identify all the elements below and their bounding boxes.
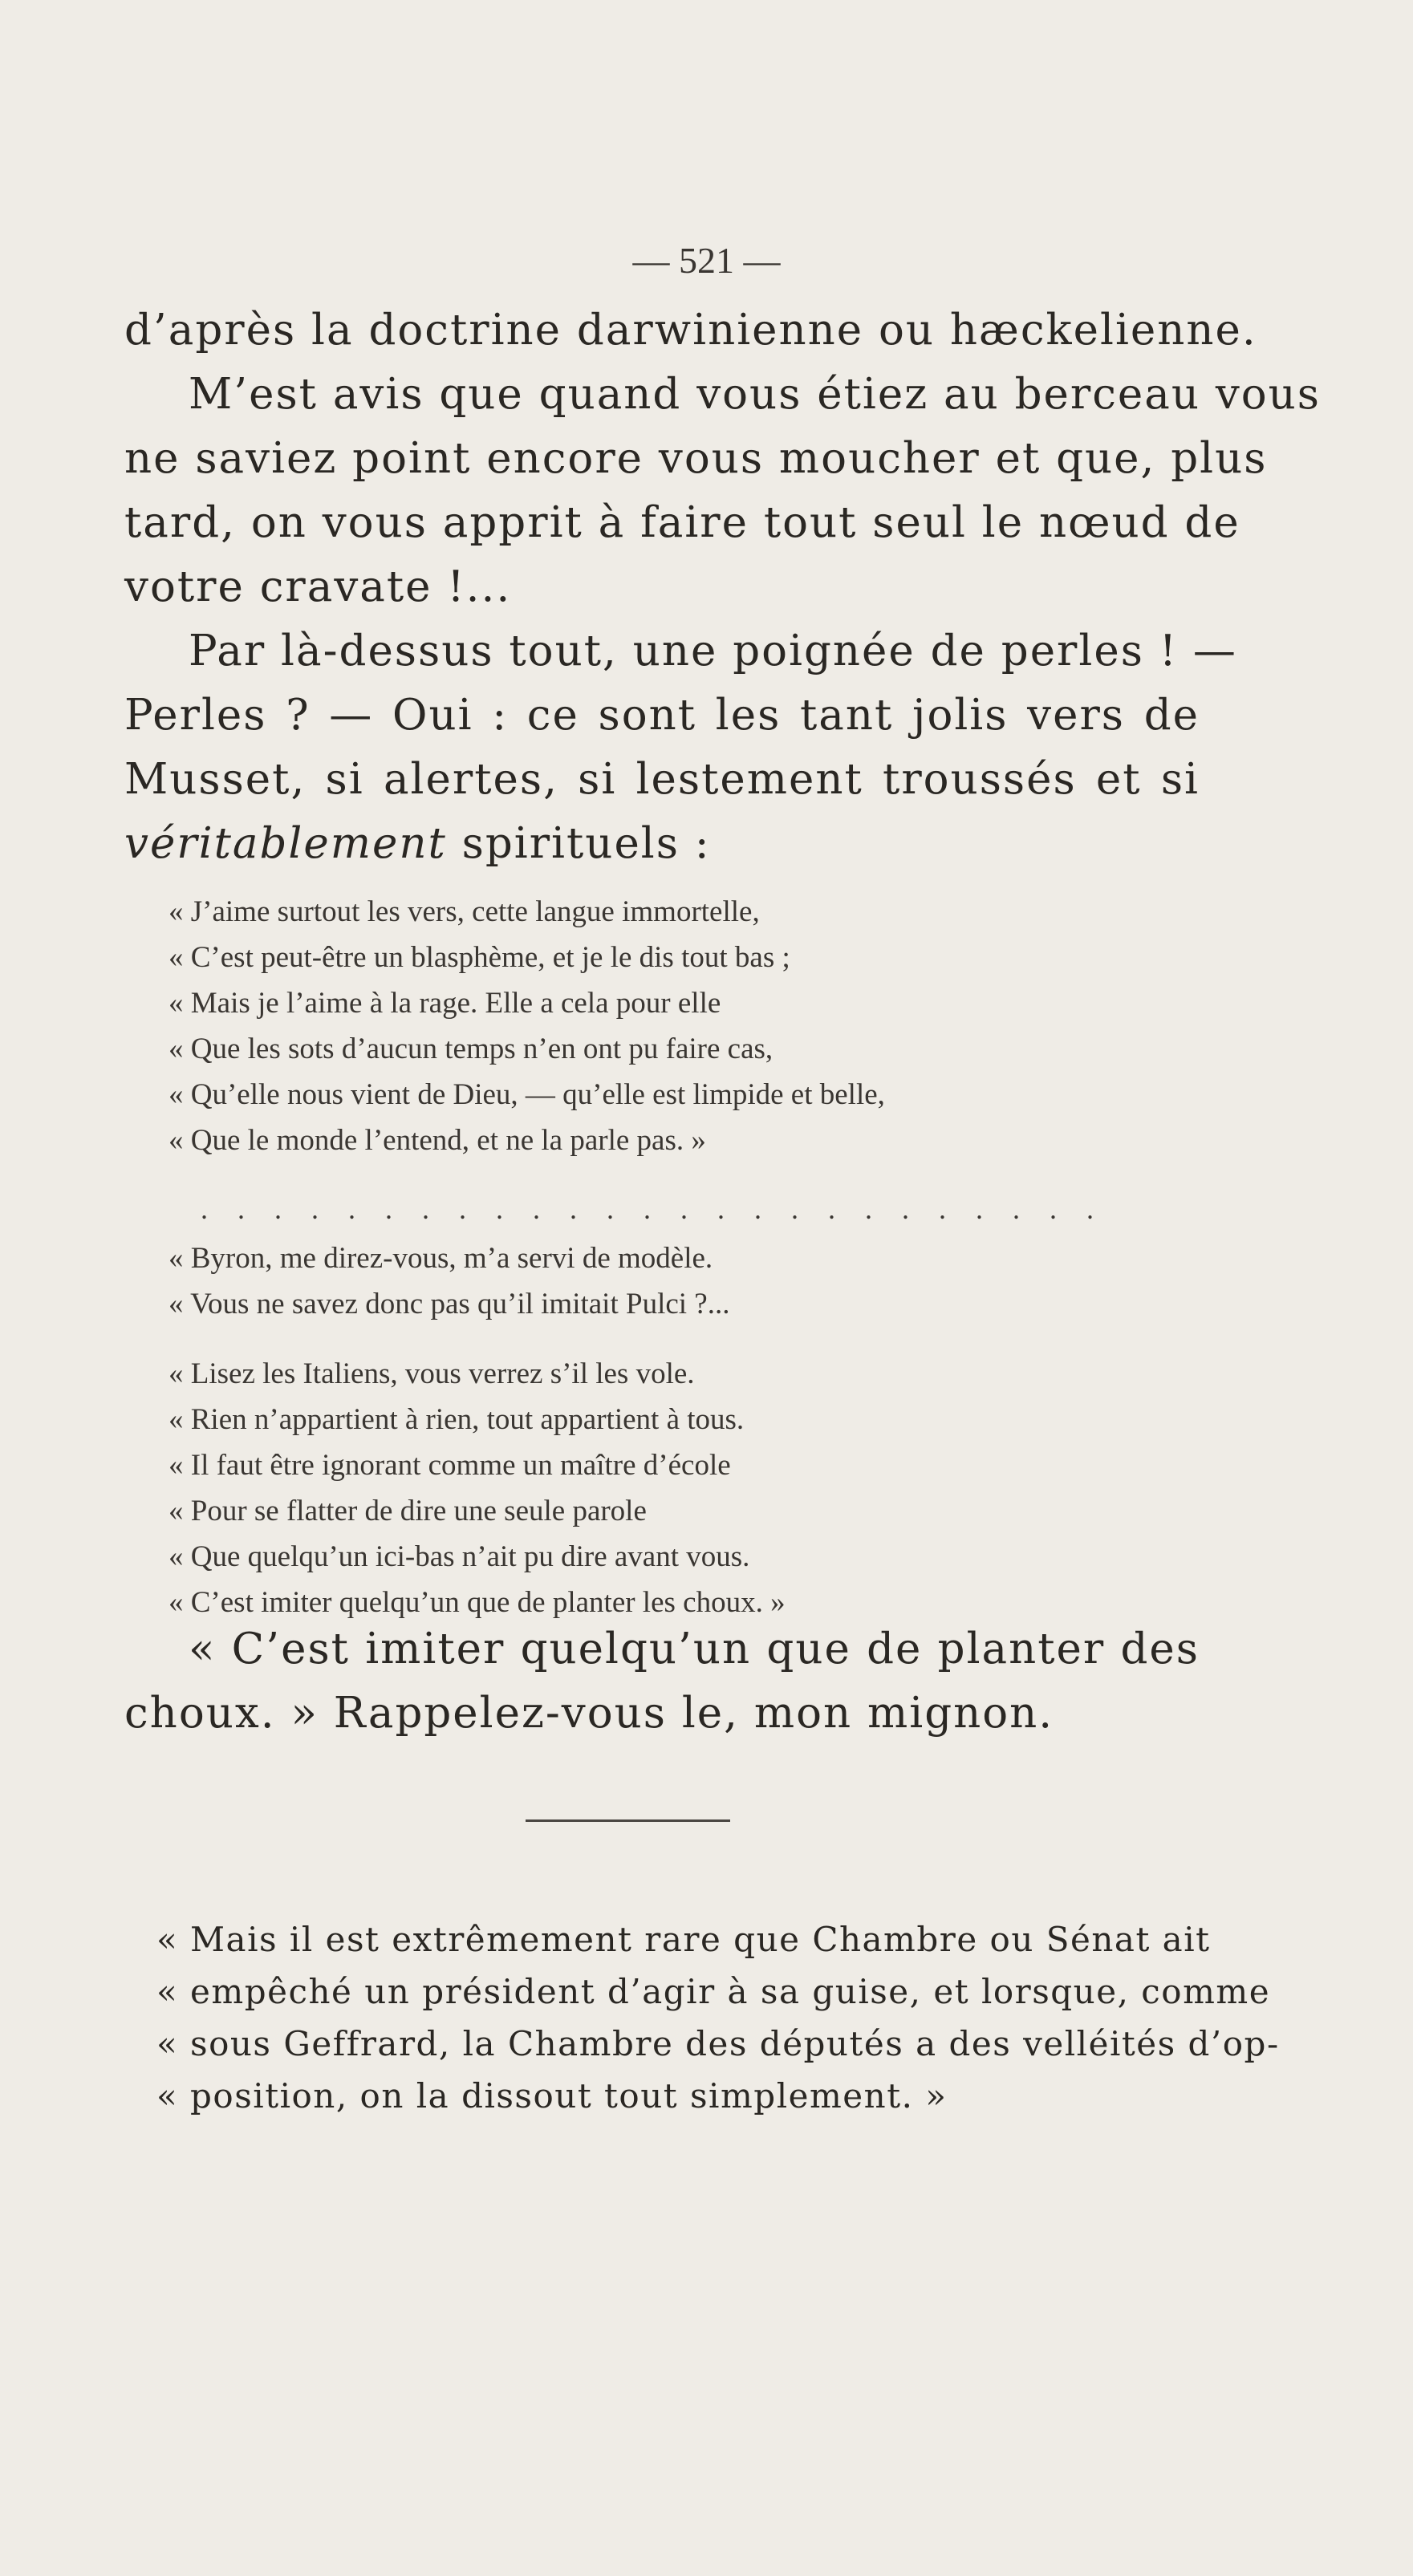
text-line [124,812,1200,876]
text-line: Par là-dessus tout, une poignée de perles ! — [189,627,1237,675]
text-line: Perles ? — Oui : ce sont les tant jolis vers de [124,691,1200,740]
text-line: Musset, si alertes, si lestement troussés et si [124,755,1200,804]
quote-line [156,1913,1211,1965]
verse-line: « Rien n’appartient à rien, tout appartient à tous. [169,1403,745,1436]
verse-line: « Que les sots d’aucun temps n’en ont pu faire cas, [169,1032,773,1065]
text-line: d’après la doctrine darwinienne ou hæckelienne. [124,306,1257,355]
verse-line: « Il faut être ignorant comme un maître d’école [169,1449,731,1482]
verse-line: « C’est peut-être un blasphème, et je le dis tout bas ; [169,941,790,974]
verse-line: « Lisez les Italiens, vous verrez s’il les vole. [169,1357,695,1390]
paragraph-3 [124,1617,1200,1746]
quote-text: « Mais il est extrêmement rare que Chambre ou Sénat ait [156,1920,1211,1959]
verse-line: « Qu’elle nous vient de Dieu, — qu’elle est limpide et belle, [169,1078,885,1111]
italic-word: véritablement [124,819,447,868]
paragraph-2 [124,619,1237,876]
ellipsis-dots: . . . . . . . . . . . . . . . . . . . . . . . . . [201,1193,1105,1225]
verse-block-2 [169,1235,1212,1327]
verse-line: « Que quelqu’un ici-bas n’ait pu dire avant vous. [169,1540,750,1573]
text-line: ne saviez point encore vous moucher et que, plus [124,434,1268,483]
quote-line: « empêché un président d’agir à sa guise, et lorsque, comme [156,1972,1271,2011]
quote-block [156,1913,1280,2122]
verse-line: « Pour se flatter de dire une seule parole [169,1495,647,1527]
quote-line: « position, on la dissout tout simplement. » [156,2076,948,2116]
verse-line: « Vous ne savez donc pas qu’il imitait Pulci ?... [169,1288,730,1320]
verse-line: « J’aime surtout les vers, cette langue immortelle, [169,895,760,928]
section-divider [526,1819,730,1822]
verse-block-1 [169,889,1212,1163]
verse-line: « Que le monde l’entend, et ne la parle pas. » [169,1124,706,1157]
text-line: choux. » Rappelez-vous le, mon mignon. [124,1689,1054,1738]
text-line: M’est avis que quand vous étiez au berceau vous [189,370,1322,419]
paragraph-1 [124,298,1322,619]
page-number: — 521 — [632,240,781,281]
verse-line: « Mais je l’aime à la rage. Elle a cela pour elle [169,987,721,1020]
text-line: « C’est imiter quelqu’un que de planter des [189,1625,1200,1673]
text-line: votre cravate !... [124,562,512,611]
verse-line: « C’est imiter quelqu’un que de planter les choux. » [169,1586,786,1619]
text-fragment: spirituels : [446,819,711,868]
text-line: tard, on vous apprit à faire tout seul le nœud de [124,498,1240,547]
quote-line: « sous Geffrard, la Chambre des députés a des velléités d’op- [156,2024,1280,2063]
verse-line: « Byron, me direz-vous, m’a servi de modèle. [169,1242,713,1275]
verse-block-3 [169,1351,1212,1625]
